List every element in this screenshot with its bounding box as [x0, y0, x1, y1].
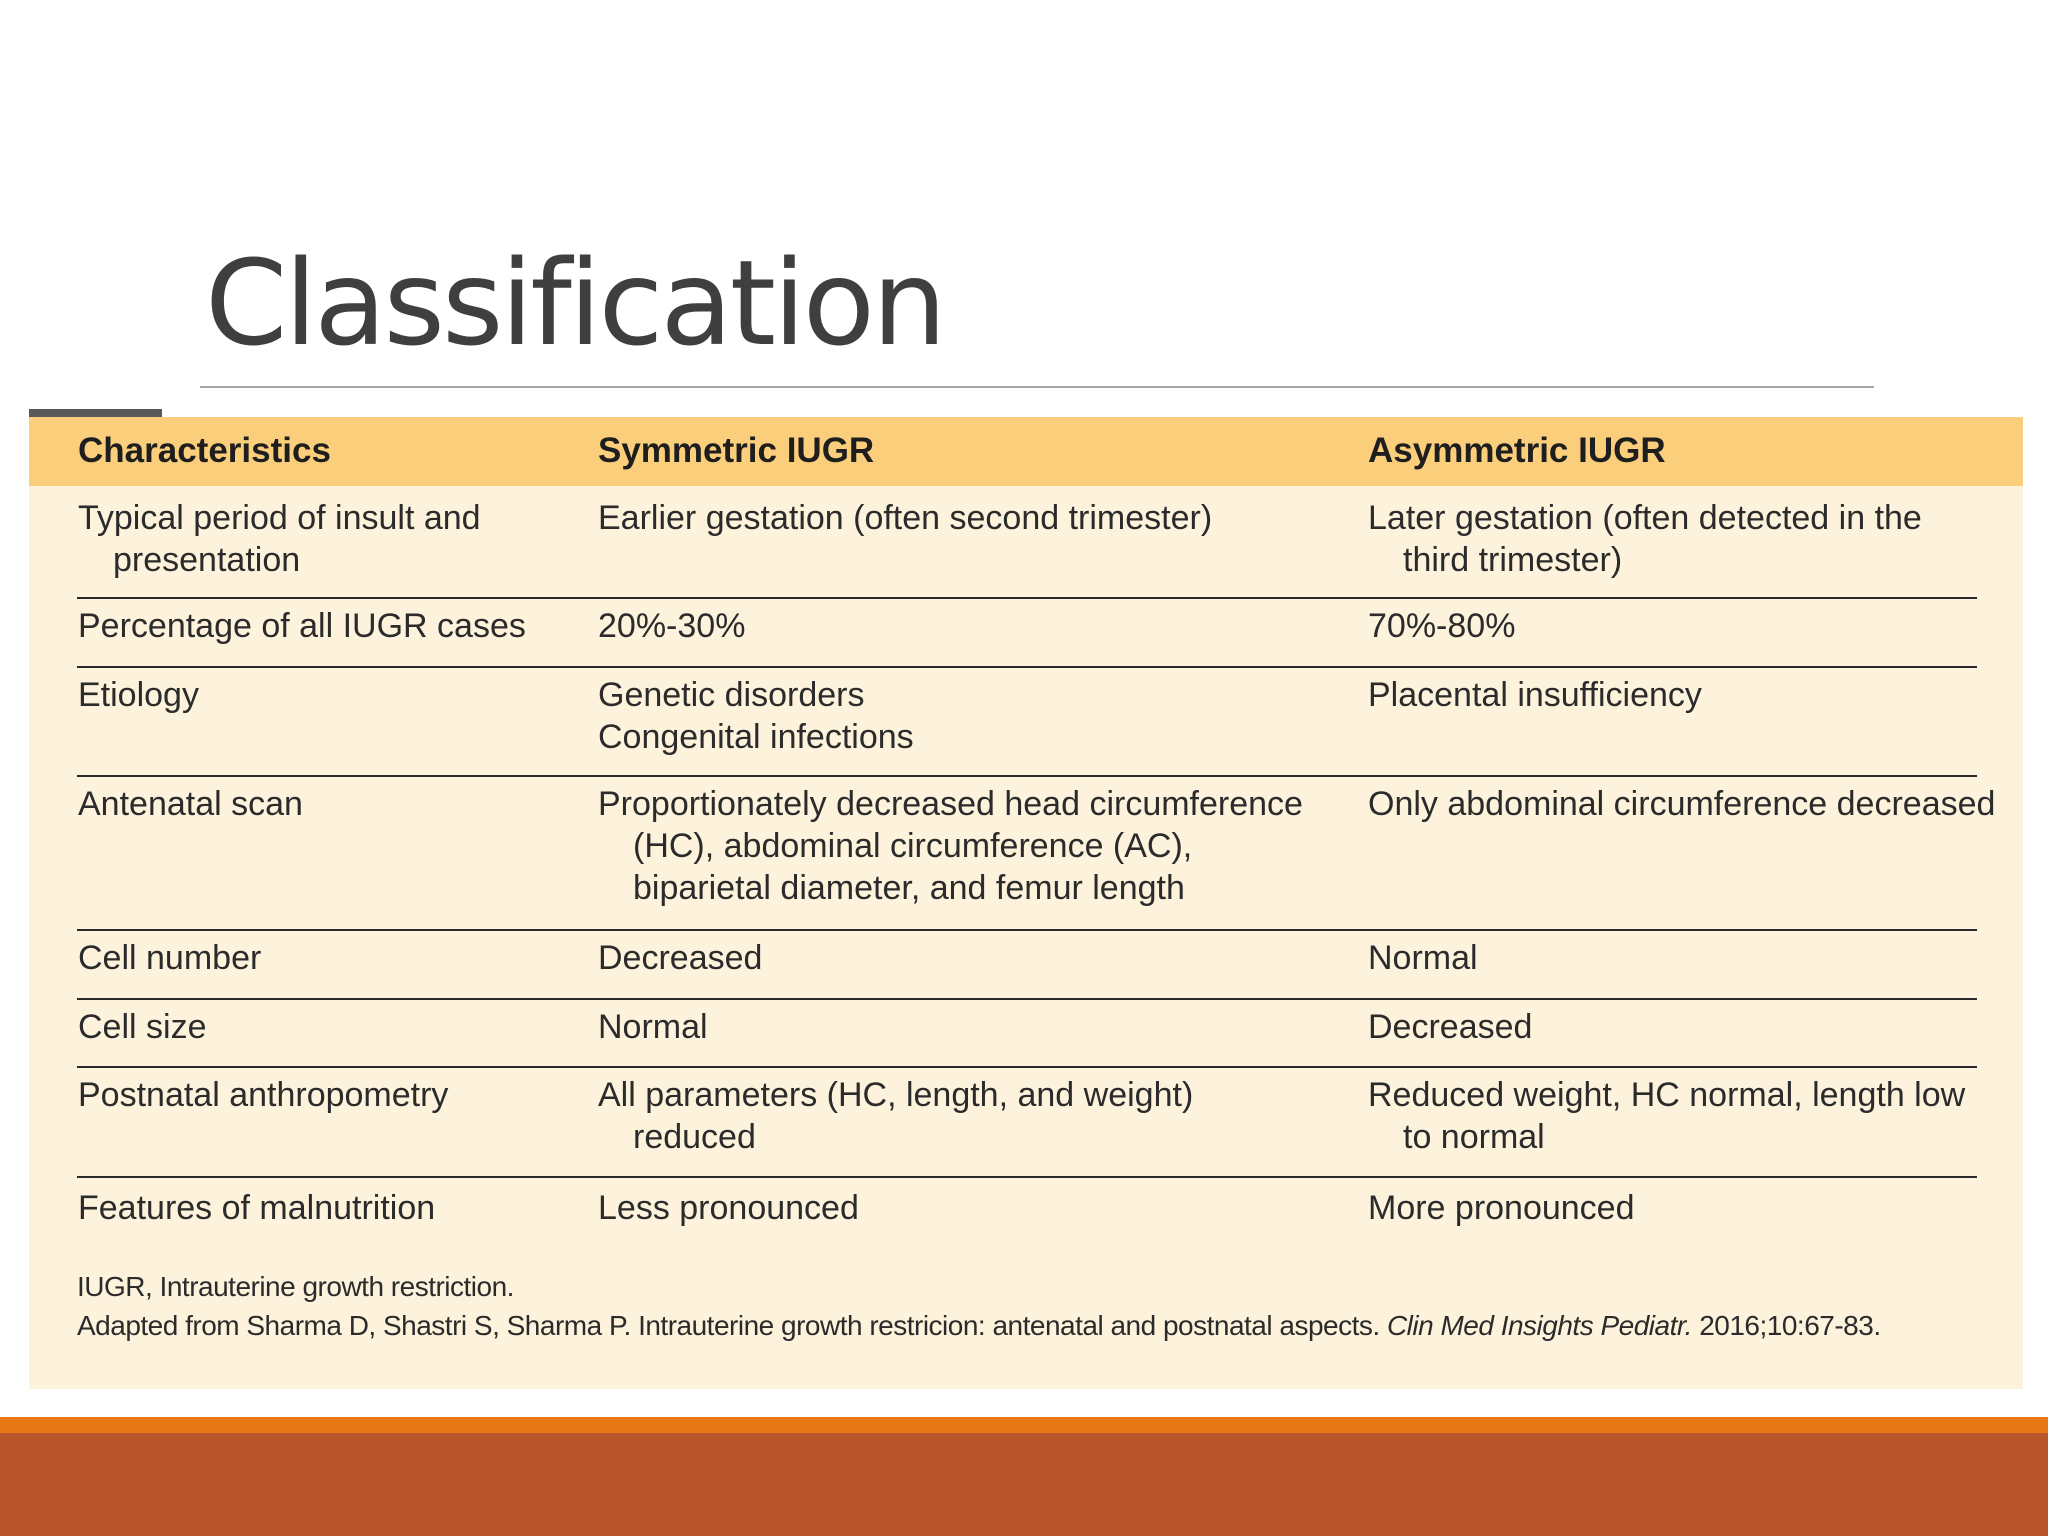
- cell-line: reduced: [633, 1118, 756, 1156]
- accent-mark: [29, 409, 162, 417]
- citation-year: 2016;10:67-83.: [1699, 1310, 1881, 1341]
- cell-line: Decreased: [598, 939, 763, 977]
- table-cell-symmetric: [598, 497, 1212, 539]
- cell-line: Normal: [598, 1008, 708, 1046]
- cell-line: Normal: [1368, 939, 1478, 977]
- table-cell-asymmetric: [1368, 497, 1922, 581]
- table-cell-asymmetric: [1368, 674, 1702, 716]
- table-cell-symmetric: [598, 937, 762, 979]
- cell-line: Reduced weight, HC normal, length low: [1368, 1076, 1966, 1114]
- cell-line: More pronounced: [1368, 1189, 1635, 1227]
- table-cell-symmetric: [598, 1074, 1193, 1158]
- cell-line: to normal: [1403, 1118, 1545, 1156]
- table-cell-asymmetric: [1368, 937, 1478, 979]
- cell-line: Genetic disorders: [598, 676, 865, 714]
- slide-title: Classification: [205, 234, 944, 372]
- table-cell-asymmetric: [1368, 1006, 1532, 1048]
- cell-line: Decreased: [1368, 1008, 1533, 1046]
- row-divider: [77, 1176, 1977, 1178]
- cell-line: Proportionately decreased head circumference: [598, 785, 1303, 823]
- citation-journal: Clin Med Insights Pediatr.: [1386, 1310, 1692, 1341]
- table-cell-asymmetric: [1368, 1187, 1635, 1229]
- header-characteristics: Characteristics: [78, 431, 331, 470]
- row-divider: [77, 1066, 1977, 1068]
- header-asymmetric-iugr: Asymmetric IUGR: [1368, 431, 1666, 470]
- cell-line: Placental insufficiency: [1368, 676, 1702, 714]
- cell-line: biparietal diameter, and femur length: [633, 869, 1185, 907]
- row-divider: [77, 775, 1977, 777]
- header-symmetric-iugr: Symmetric IUGR: [598, 431, 875, 470]
- footer-band: [0, 1433, 2048, 1536]
- table-cell-characteristic: [78, 1006, 206, 1048]
- cell-line: Cell number: [78, 939, 262, 977]
- abbreviation-footnote: IUGR, Intrauterine growth restriction.: [77, 1271, 514, 1302]
- table-cell-symmetric: [598, 1006, 708, 1048]
- table-cell-characteristic: [78, 605, 526, 647]
- table-cell-symmetric: [598, 605, 745, 647]
- cell-line: Earlier gestation (often second trimester): [598, 499, 1213, 537]
- row-divider: [77, 998, 1977, 1000]
- title-divider: [200, 386, 1874, 388]
- row-divider: [77, 929, 1977, 931]
- table-cell-symmetric: [598, 783, 1303, 909]
- cell-line: Less pronounced: [598, 1189, 859, 1227]
- cell-line: Later gestation (often detected in the: [1368, 499, 1922, 537]
- table-cell-characteristic: [78, 783, 303, 825]
- table-cell-symmetric: [598, 674, 914, 758]
- cell-line: Percentage of all IUGR cases: [78, 607, 526, 645]
- table-cell-characteristic: [78, 1187, 435, 1229]
- table-cell-asymmetric: [1368, 605, 1515, 647]
- cell-line: Features of malnutrition: [78, 1189, 436, 1227]
- footer-accent-stripe: [0, 1417, 2048, 1433]
- source-citation: [77, 1309, 1881, 1343]
- table-cell-characteristic: [78, 937, 261, 979]
- table-cell-asymmetric: [1368, 1074, 1965, 1158]
- cell-line: third trimester): [1403, 541, 1623, 579]
- cell-line: (HC), abdominal circumference (AC),: [633, 827, 1193, 865]
- cell-line: 20%-30%: [598, 607, 746, 645]
- cell-line: presentation: [113, 541, 301, 579]
- table-cell-characteristic: [78, 1074, 448, 1116]
- table-cell-asymmetric: [1368, 783, 1995, 825]
- classification-table: [29, 417, 2023, 1389]
- cell-line: Antenatal scan: [78, 785, 303, 823]
- cell-line: Postnatal anthropometry: [78, 1076, 449, 1114]
- cell-line: Typical period of insult and: [78, 499, 481, 537]
- cell-line: Only abdominal circumference decreased: [1368, 785, 1996, 823]
- citation-text: Adapted from Sharma D, Shastri S, Sharma P. Intrauterine growth restricion: antenatal and postnatal aspects.: [77, 1310, 1380, 1341]
- table-cell-characteristic: [78, 674, 199, 716]
- cell-line: All parameters (HC, length, and weight): [598, 1076, 1194, 1114]
- cell-line: 70%-80%: [1368, 607, 1516, 645]
- cell-line: Cell size: [78, 1008, 207, 1046]
- table-cell-characteristic: [78, 497, 481, 581]
- row-divider: [77, 597, 1977, 599]
- row-divider: [77, 666, 1977, 668]
- table-cell-symmetric: [598, 1187, 859, 1229]
- cell-line: Etiology: [78, 676, 199, 714]
- cell-line: Congenital infections: [598, 718, 914, 756]
